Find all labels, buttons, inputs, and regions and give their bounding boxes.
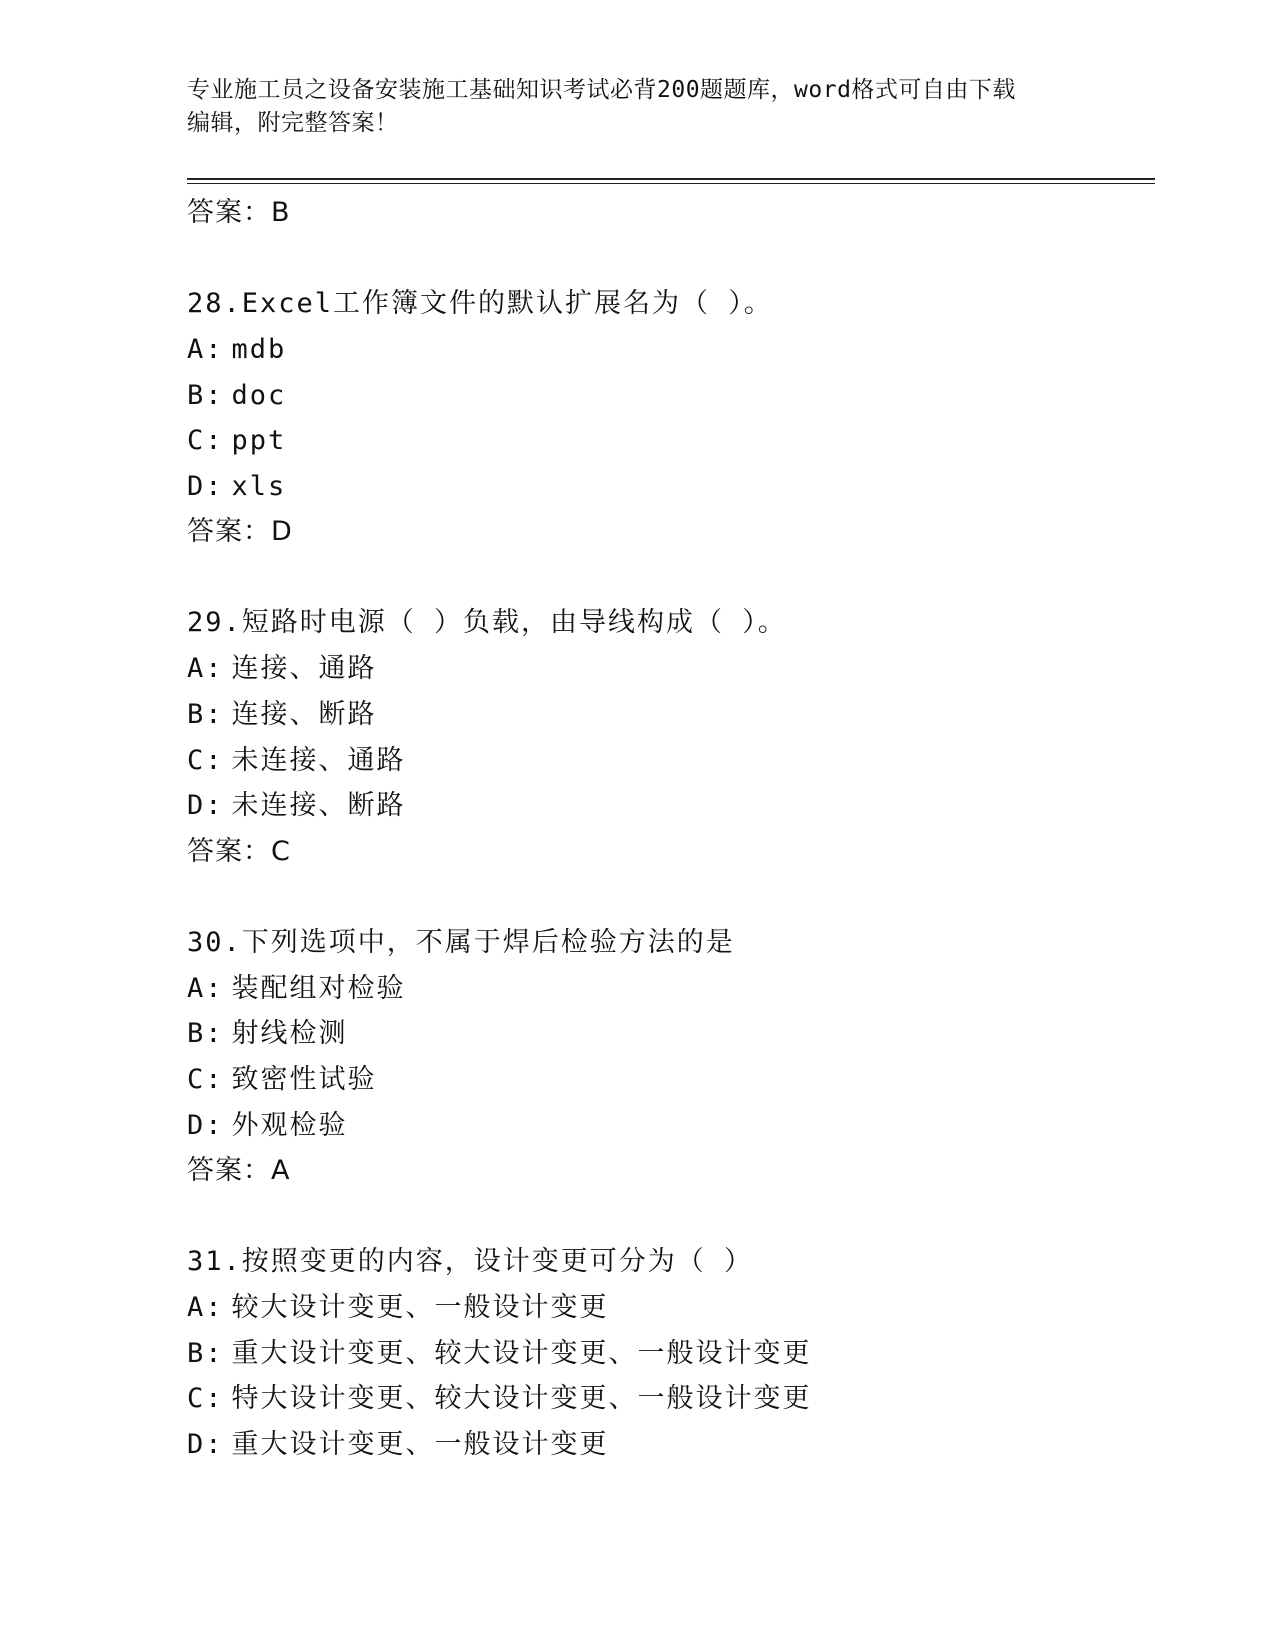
answer-line: [187, 829, 1155, 875]
option-text: 装配组对检验: [231, 972, 406, 1004]
option-text: doc: [231, 379, 287, 411]
option-c: [187, 1057, 1155, 1103]
answer-value: D: [271, 516, 292, 548]
option-separator: :: [205, 1428, 224, 1460]
question-spacer: [187, 555, 1155, 600]
answer-value: B: [271, 197, 290, 228]
option-text: 未连接、断路: [231, 790, 406, 822]
option-d: [187, 783, 1155, 829]
option-a: [187, 1285, 1155, 1331]
option-key: B: [187, 1018, 206, 1050]
question-stem: [187, 920, 1155, 966]
answer-line: [187, 190, 1155, 236]
answer-label: 答案：: [187, 516, 271, 548]
option-separator: :: [205, 1018, 224, 1050]
header-divider-thin: [187, 183, 1155, 184]
option-c: [187, 1376, 1155, 1422]
option-a: [187, 646, 1155, 692]
option-key: D: [187, 470, 206, 502]
question-text: 下列选项中，不属于焊后检验方法的是: [241, 926, 735, 958]
option-key: C: [187, 1383, 206, 1415]
option-separator: :: [205, 470, 224, 502]
option-b: [187, 1011, 1155, 1057]
question-stem: [187, 281, 1155, 327]
option-separator: :: [205, 972, 224, 1004]
question-number: 28.: [187, 288, 242, 319]
option-d: [187, 464, 1155, 510]
question-number: 31.: [187, 1246, 242, 1278]
option-key: C: [187, 425, 206, 457]
option-key: C: [187, 744, 206, 776]
answer-label: 答案：: [187, 1155, 271, 1187]
option-b: [187, 373, 1155, 419]
question-spacer: [187, 875, 1155, 920]
option-key: D: [187, 790, 206, 822]
option-d: [187, 1103, 1155, 1149]
answer-value: A: [271, 1155, 290, 1187]
option-text: 重大设计变更、一般设计变更: [231, 1428, 609, 1460]
option-separator: :: [205, 334, 224, 365]
answer-label: 答案：: [187, 197, 271, 228]
option-separator: :: [205, 1063, 224, 1095]
option-a: [187, 327, 1155, 373]
document-header: [187, 74, 1087, 140]
option-key: B: [187, 698, 206, 730]
option-text: 致密性试验: [231, 1063, 377, 1095]
question-text: 短路时电源（ ）负载，由导线构成（ ）。: [241, 607, 787, 639]
option-key: D: [187, 1109, 206, 1141]
option-separator: :: [205, 790, 224, 822]
option-text: 较大设计变更、一般设计变更: [231, 1292, 609, 1324]
option-c: [187, 738, 1155, 784]
option-key: A: [187, 972, 206, 1004]
option-d: [187, 1422, 1155, 1468]
option-b: [187, 692, 1155, 738]
option-text: 连接、断路: [231, 698, 377, 730]
option-text: 射线检测: [231, 1018, 348, 1050]
answer-value: C: [271, 835, 290, 867]
option-separator: :: [205, 1337, 224, 1369]
option-separator: :: [205, 744, 224, 776]
option-separator: :: [205, 379, 224, 411]
option-key: A: [187, 334, 206, 365]
header-divider-thick: [187, 178, 1155, 180]
question-spacer: [187, 236, 1155, 281]
option-key: B: [187, 379, 206, 411]
option-c: [187, 418, 1155, 464]
option-text: 未连接、通路: [231, 744, 406, 776]
question-number: 30.: [187, 926, 242, 958]
option-separator: :: [205, 698, 224, 730]
answer-line: [187, 509, 1155, 555]
answer-line: [187, 1148, 1155, 1194]
question-number: 29.: [187, 607, 242, 639]
option-separator: :: [205, 1383, 224, 1415]
option-separator: :: [205, 1109, 224, 1141]
answer-label: 答案：: [187, 835, 271, 867]
option-key: A: [187, 1292, 206, 1324]
question-spacer: [187, 1194, 1155, 1239]
question-text: 按照变更的内容，设计变更可分为（ ）: [241, 1246, 754, 1278]
option-text: ppt: [231, 425, 287, 457]
question-stem: [187, 600, 1155, 646]
option-text: xls: [231, 470, 287, 502]
question-list: [187, 190, 1155, 1468]
header-title-line-2: 编辑，附完整答案！: [187, 110, 399, 136]
option-a: [187, 966, 1155, 1012]
option-key: C: [187, 1063, 206, 1095]
question-stem: [187, 1239, 1155, 1285]
option-text: 特大设计变更、较大设计变更、一般设计变更: [231, 1383, 812, 1415]
option-text: 外观检验: [231, 1109, 348, 1141]
option-text: 重大设计变更、较大设计变更、一般设计变更: [231, 1337, 812, 1369]
header-title-line-1: 专业施工员之设备安装施工基础知识考试必背200题题库，word格式可自由下载: [187, 77, 1016, 103]
option-key: A: [187, 653, 206, 685]
option-key: B: [187, 1337, 206, 1369]
option-key: D: [187, 1428, 206, 1460]
question-text: Excel工作簿文件的默认扩展名为（ ）。: [241, 288, 773, 319]
option-b: [187, 1331, 1155, 1377]
option-text: 连接、通路: [231, 653, 377, 685]
option-text: mdb: [231, 334, 287, 365]
option-separator: :: [205, 653, 224, 685]
option-separator: :: [205, 425, 224, 457]
option-separator: :: [205, 1292, 224, 1324]
